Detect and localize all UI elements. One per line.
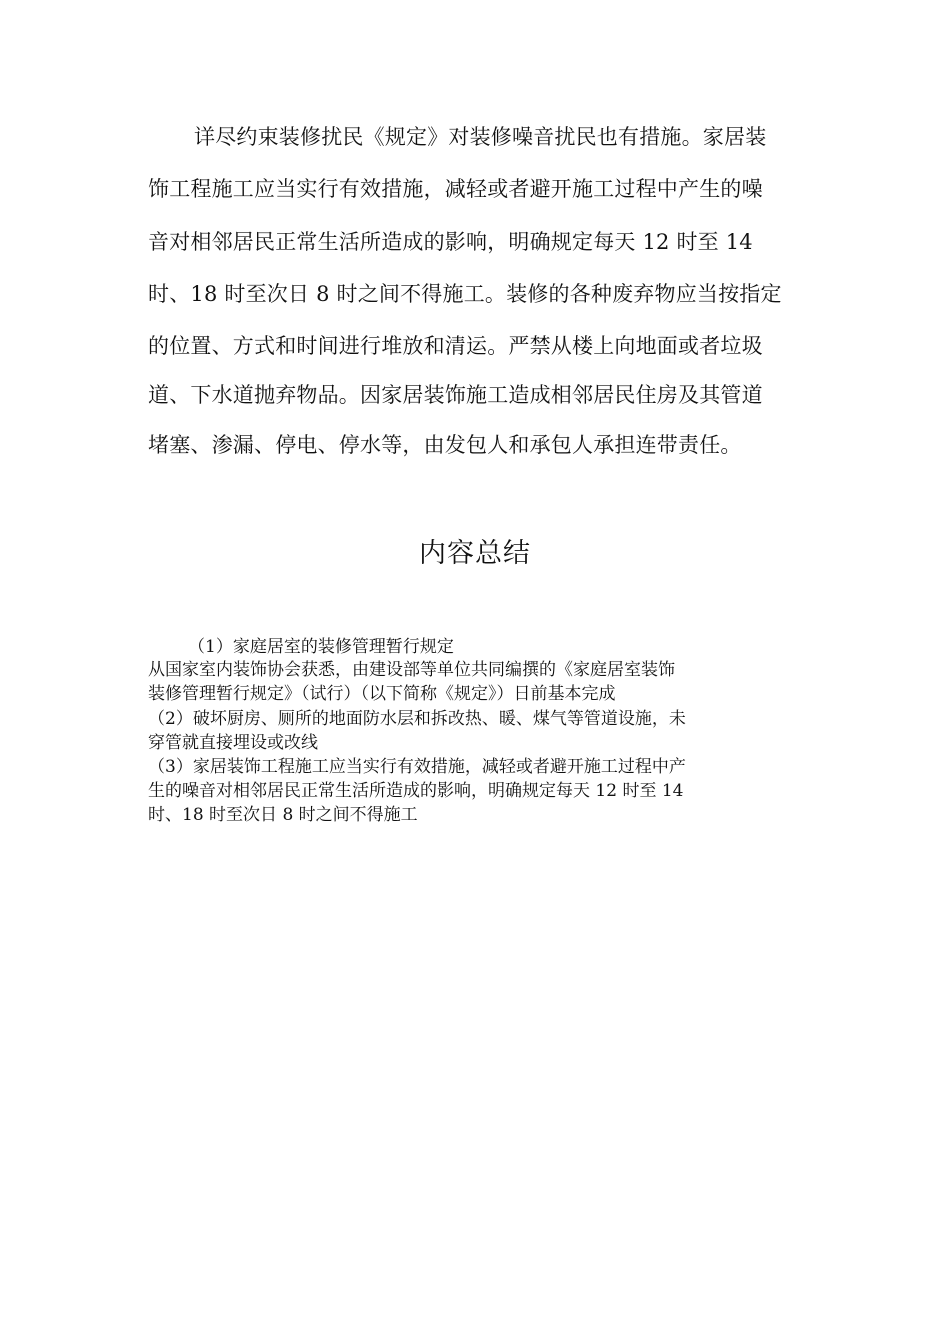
summary-line: （1）家庭居室的装修管理暂行规定 (188, 637, 454, 657)
summary-line: （2）破坏厨房、厕所的地面防水层和拆改热、暖、煤气等管道设施，未 (148, 709, 686, 729)
summary-line: 穿管就直接埋设或改线 (148, 733, 318, 753)
paragraph-line: 堵塞、渗漏、停电、停水等，由发包人和承包人承担连带责任。 (148, 433, 742, 457)
paragraph-line: 详尽约束装修扰民《规定》对装修噪音扰民也有措施。家居装 (194, 125, 767, 149)
summary-line: （3）家居装饰工程施工应当实行有效措施，减轻或者避开施工过程中产 (148, 757, 686, 777)
paragraph-line: 道、下水道抛弃物品。因家居装饰施工造成相邻居民住房及其管道 (148, 383, 763, 407)
paragraph-line: 音对相邻居民正常生活所造成的影响，明确规定每天 12 时至 14 (148, 230, 753, 254)
summary-heading: 内容总结 (419, 538, 531, 569)
summary-line: 时、18 时至次日 8 时之间不得施工 (148, 805, 418, 825)
paragraph-line: 的位置、方式和时间进行堆放和清运。严禁从楼上向地面或者垃圾 (148, 334, 763, 358)
paragraph-line: 时、18 时至次日 8 时之间不得施工。装修的各种废弃物应当按指定 (148, 282, 782, 306)
summary-line: 装修管理暂行规定》（试行）（以下简称《规定》）日前基本完成 (148, 684, 616, 704)
summary-line: 生的噪音对相邻居民正常生活所造成的影响，明确规定每天 12 时至 14 (148, 781, 684, 801)
paragraph-line: 饰工程施工应当实行有效措施，减轻或者避开施工过程中产生的噪 (148, 177, 763, 201)
summary-line: 从国家室内装饰协会获悉，由建设部等单位共同编撰的《家庭居室装饰 (148, 660, 675, 680)
